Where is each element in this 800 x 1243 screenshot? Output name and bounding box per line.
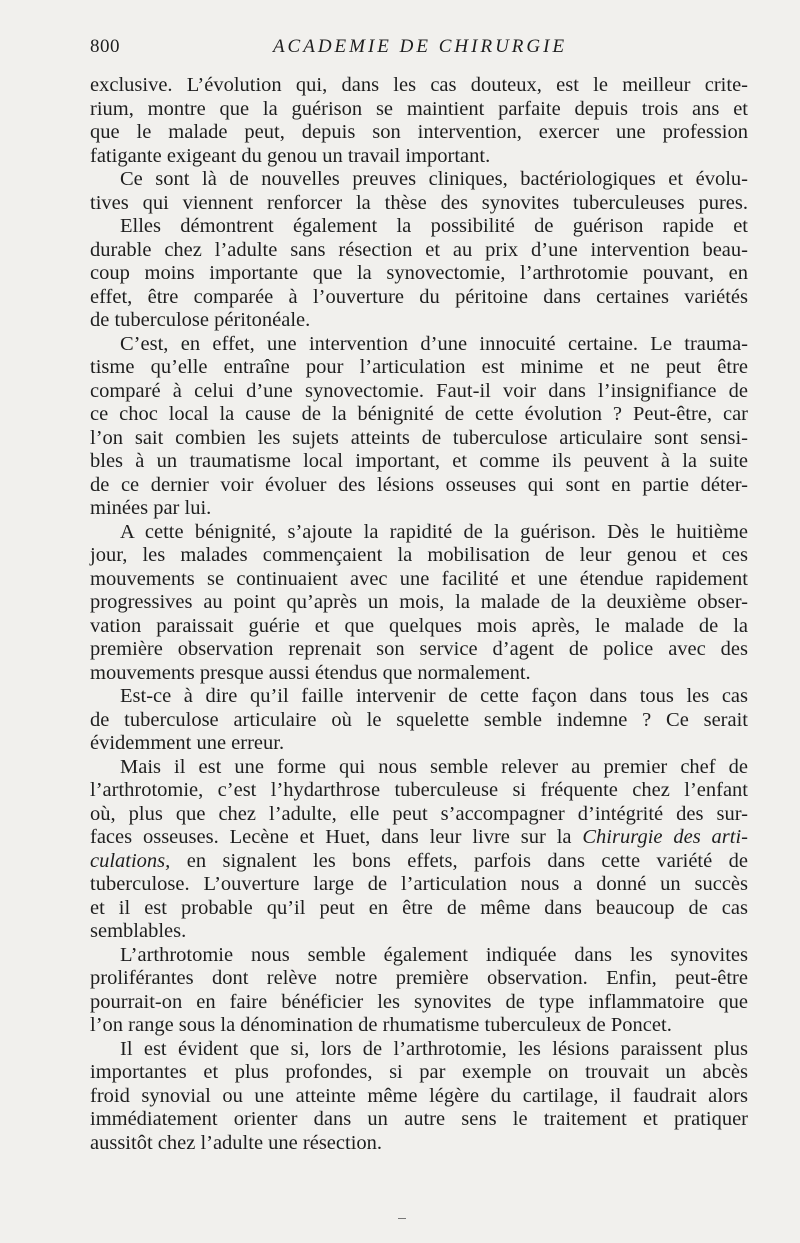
- text-line: et il est probable qu’il peut en être de même dans beaucoup de cas: [90, 896, 748, 919]
- print-mark: [398, 1218, 406, 1219]
- text-line: aussitôt chez l’adulte une résection.: [90, 1131, 383, 1154]
- text-line: évidemment une erreur.: [90, 732, 285, 754]
- text-fragment: faces osseuses. Lecène et Huet, dans leur livre sur la: [90, 826, 572, 848]
- text-line: fatigante exigeant du genou un travail important.: [90, 144, 491, 167]
- text-line: Mais il est une forme qui nous semble relever au premier chef de: [120, 755, 748, 778]
- paragraph-5: [90, 521, 748, 686]
- page-number: 800: [90, 36, 120, 57]
- text-line: semblables.: [90, 920, 187, 942]
- text-line: Elles démontrent également la possibilité de guérison rapide et: [120, 215, 748, 237]
- book-title-italic: culations,: [90, 849, 171, 872]
- paragraph-8: [90, 944, 748, 1038]
- text-line: l’on range sous la dénomination de rhumatisme tuberculeux de Poncet.: [90, 1014, 672, 1036]
- text-line: proliférantes dont relève notre première observation. Enfin, peut-être: [90, 967, 748, 989]
- page-header: [90, 36, 750, 64]
- text-line: [90, 850, 748, 874]
- text-line: mouvements se continuaient avec une facilité et une étendue rapidement: [90, 567, 748, 590]
- text-line: coup moins importante que la synovectomie, l’arthrotomie pouvant, en: [90, 262, 748, 284]
- paragraph-2: [90, 168, 748, 215]
- paragraph-1: [90, 74, 748, 168]
- text-line: ce choc local la cause de la bénignité de cette évolution ? Peut-être, car: [90, 403, 748, 425]
- book-title-italic: Chirurgie des arti-: [582, 826, 749, 848]
- text-line: de ce dernier voir évoluer des lésions osseuses qui sont en partie déter-: [90, 473, 748, 496]
- text-line: de tuberculose articulaire où le squelette semble indemne ? Ce serait: [90, 708, 748, 731]
- text-line: première observation reprenait son service d’agent de police avec des: [90, 638, 748, 660]
- paragraph-6: [90, 685, 748, 756]
- text-line: Est-ce à dire qu’il faille intervenir de cette façon dans tous les cas: [120, 685, 748, 707]
- text-line: pourrait-on en faire bénéficier les synovites de type inflammatoire que: [90, 990, 748, 1013]
- text-line: tisme qu’elle entraîne pour l’articulation est minime et ne peut être: [90, 356, 748, 378]
- text-line: de tuberculose péritonéale.: [90, 309, 311, 331]
- text-line: A cette bénignité, s’ajoute la rapidité de la guérison. Dès le huitième: [120, 520, 748, 543]
- text-line: rium, montre que la guérison se maintient parfaite depuis trois ans et: [90, 97, 748, 120]
- text-line: durable chez l’adulte sans résection et au prix d’une intervention beau-: [90, 238, 748, 261]
- text-line: jour, les malades commençaient la mobilisation de leur genou et ces: [90, 544, 748, 566]
- paragraph-4: [90, 333, 748, 521]
- text-line: exclusive. L’évolution qui, dans les cas douteux, est le meilleur crite-: [90, 74, 748, 96]
- paragraph-9: [90, 1038, 748, 1156]
- text-line: L’arthrotomie nous semble également indiquée dans les synovites: [120, 943, 748, 966]
- text-line: mouvements presque aussi étendus que normalement.: [90, 661, 531, 684]
- text-line: l’on sait combien les sujets atteints de tuberculose articulaire sont sensi-: [90, 426, 748, 449]
- text-line: minées par lui.: [90, 497, 212, 519]
- text-line: effet, être comparée à l’ouverture du péritoine dans certaines variétés: [90, 285, 748, 308]
- text-line: importantes et plus profondes, si par exemple on trouvait un abcès: [90, 1061, 748, 1083]
- text-line: vation paraissait guérie et que quelques mois après, le malade de la: [90, 614, 748, 637]
- text-line: que le malade peut, depuis son intervention, exercer une profession: [90, 121, 748, 143]
- body-text: [90, 74, 748, 1155]
- text-line: [90, 826, 748, 850]
- text-line: froid synovial ou une atteinte même légère du cartilage, il faudrait alors: [90, 1084, 748, 1107]
- text-line: où, plus que chez l’adulte, elle peut s’accompagner d’intégrité des sur-: [90, 802, 748, 825]
- paragraph-7: [90, 756, 748, 944]
- text-line: immédiatement orienter dans un autre sens le traitement et pratiquer: [90, 1108, 748, 1130]
- text-line: l’arthrotomie, c’est l’hydarthrose tuberculeuse si fréquente chez l’enfant: [90, 779, 748, 801]
- text-line: C’est, en effet, une intervention d’une innocuité certaine. Le trauma-: [120, 332, 748, 355]
- text-fragment: en signalent les bons effets, parfois dans cette variété de: [186, 849, 749, 872]
- running-title: ACADEMIE DE CHIRURGIE: [272, 36, 568, 57]
- text-line: bles à un traumatisme local important, et comme ils peuvent à la suite: [90, 450, 748, 472]
- text-line: Ce sont là de nouvelles preuves cliniques, bactériologiques et évolu-: [120, 168, 748, 190]
- paragraph-3: [90, 215, 748, 333]
- text-line: progressives au point qu’après un mois, la malade de la deuxième obser-: [90, 591, 748, 613]
- text-line: tuberculose. L’ouverture large de l’articulation nous a donné un succès: [90, 873, 748, 895]
- text-line: tives qui viennent renforcer la thèse des synovites tuberculeuses pures.: [90, 191, 748, 214]
- text-line: comparé à celui d’une synovectomie. Faut-il voir dans l’insignifiance de: [90, 379, 748, 402]
- text-line: Il est évident que si, lors de l’arthrotomie, les lésions paraissent plus: [120, 1037, 748, 1060]
